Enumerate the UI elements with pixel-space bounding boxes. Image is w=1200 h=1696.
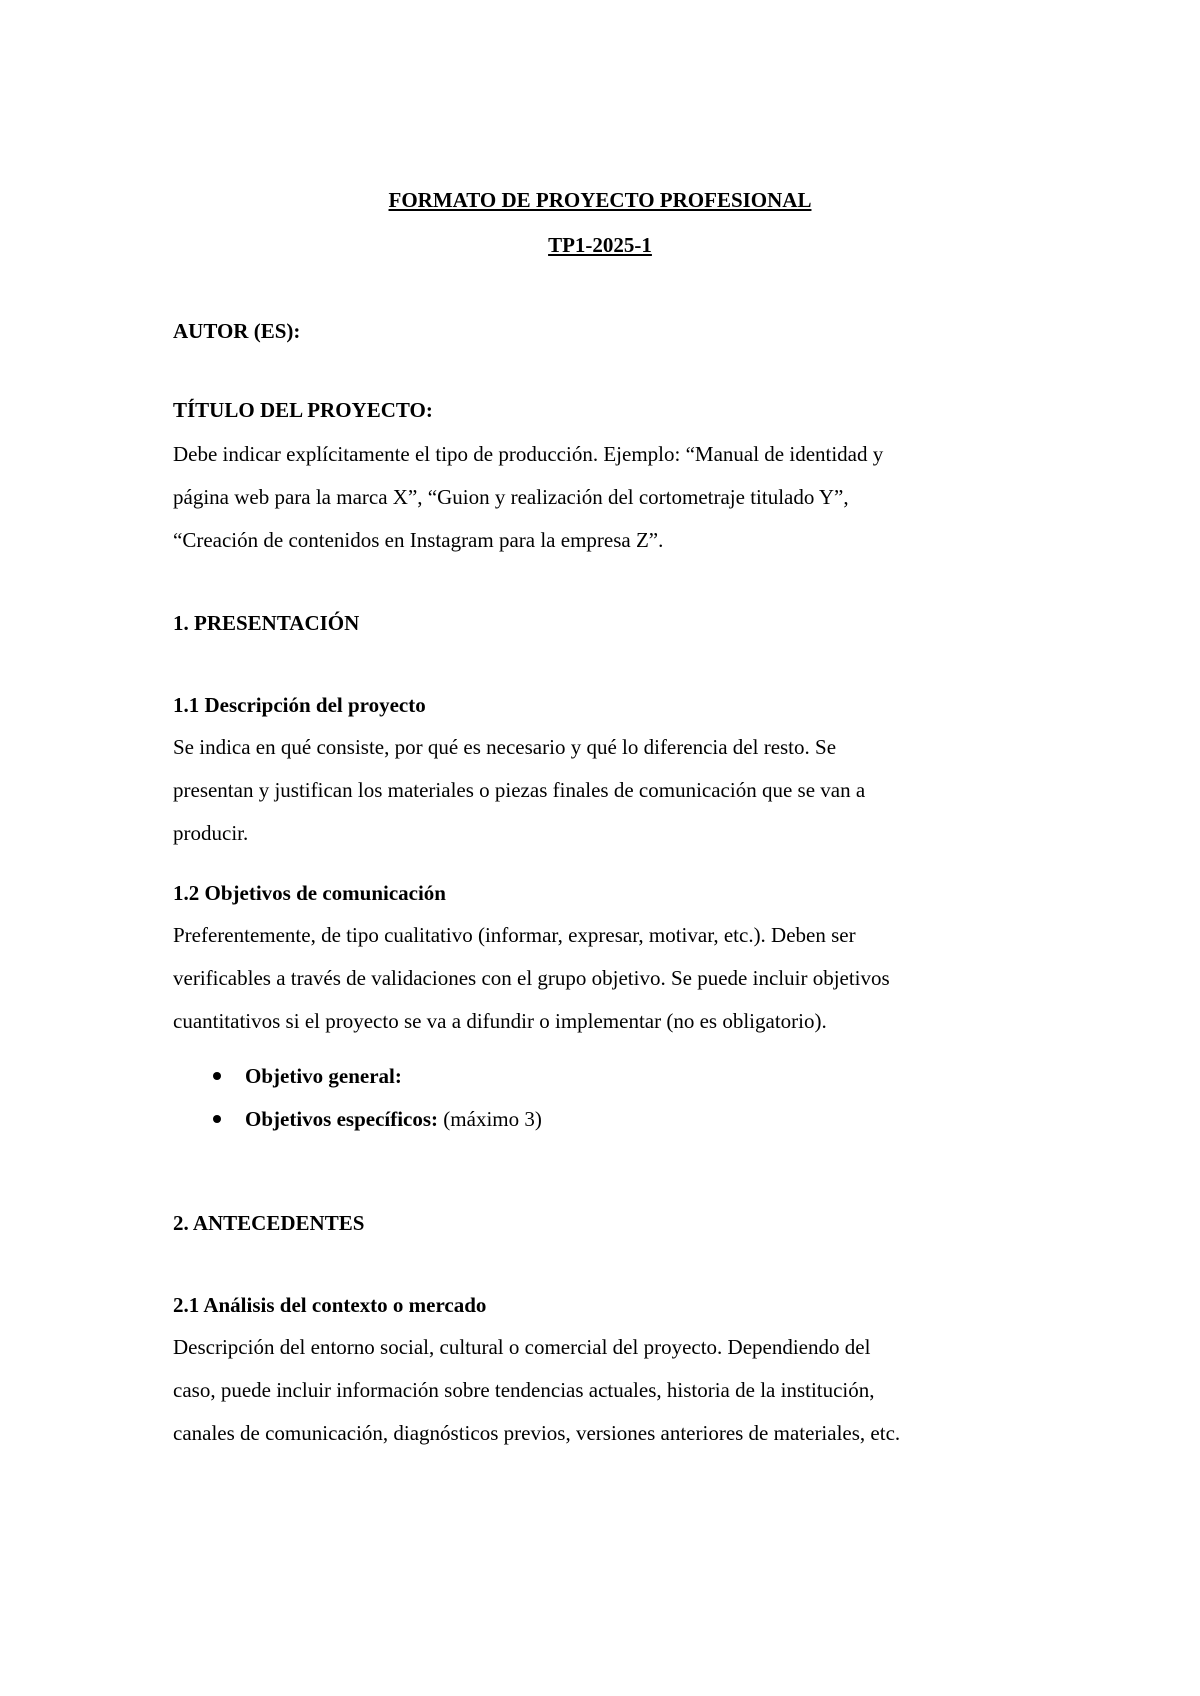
project-title-text-line: “Creación de contenidos en Instagram para la empresa Z”. (173, 528, 664, 552)
bullet-icon (213, 1115, 221, 1123)
subsection-1-1-heading: 1.1 Descripción del proyecto (173, 693, 426, 717)
author-label: AUTOR (ES): (173, 319, 301, 343)
bullet-label: Objetivos específicos: (245, 1107, 439, 1131)
bullet-label: Objetivo general: (245, 1064, 402, 1088)
section-2-heading: 2. ANTECEDENTES (173, 1211, 365, 1235)
subsection-1-2-heading: 1.2 Objetivos de comunicación (173, 881, 446, 905)
project-title-text-line: página web para la marca X”, “Guion y realización del cortometraje titulado Y”, (173, 485, 849, 509)
subsection-1-1-text-line: Se indica en qué consiste, por qué es necesario y qué lo diferencia del resto. Se (173, 735, 837, 759)
subsection-1-2-text-line: cuantitativos si el proyecto se va a difundir o implementar (no es obligatorio). (173, 1009, 827, 1033)
project-title-label: TÍTULO DEL PROYECTO: (173, 398, 433, 422)
subsection-1-2-text-line: Preferentemente, de tipo cualitativo (informar, expresar, motivar, etc.). Deben ser (173, 923, 856, 947)
subsection-1-1-text-line: producir. (173, 821, 249, 845)
bullet-item-objetivos-especificos (245, 1106, 542, 1132)
bullet-icon (213, 1072, 221, 1080)
subsection-1-1-text-line: presentan y justifican los materiales o piezas finales de comunicación que se van a (173, 778, 866, 802)
bullet-item-objetivo-general (245, 1063, 402, 1089)
document-code: TP1-2025-1 (548, 233, 652, 257)
subsection-2-1-text-line: caso, puede incluir información sobre tendencias actuales, historia de la institución, (173, 1378, 875, 1402)
subsection-2-1-text-line: canales de comunicación, diagnósticos previos, versiones anteriores de materiales, etc. (173, 1421, 901, 1445)
subsection-2-1-text-line: Descripción del entorno social, cultural o comercial del proyecto. Dependiendo del (173, 1335, 871, 1359)
section-1-heading: 1. PRESENTACIÓN (173, 611, 360, 635)
project-title-text-line: Debe indicar explícitamente el tipo de producción. Ejemplo: “Manual de identidad y (173, 442, 884, 466)
subsection-1-2-text-line: verificables a través de validaciones con el grupo objetivo. Se puede incluir objetivos (173, 966, 890, 990)
subsection-2-1-heading: 2.1 Análisis del contexto o mercado (173, 1293, 487, 1317)
bullet-note: (máximo 3) (438, 1107, 542, 1131)
document-title: FORMATO DE PROYECTO PROFESIONAL (388, 188, 812, 212)
